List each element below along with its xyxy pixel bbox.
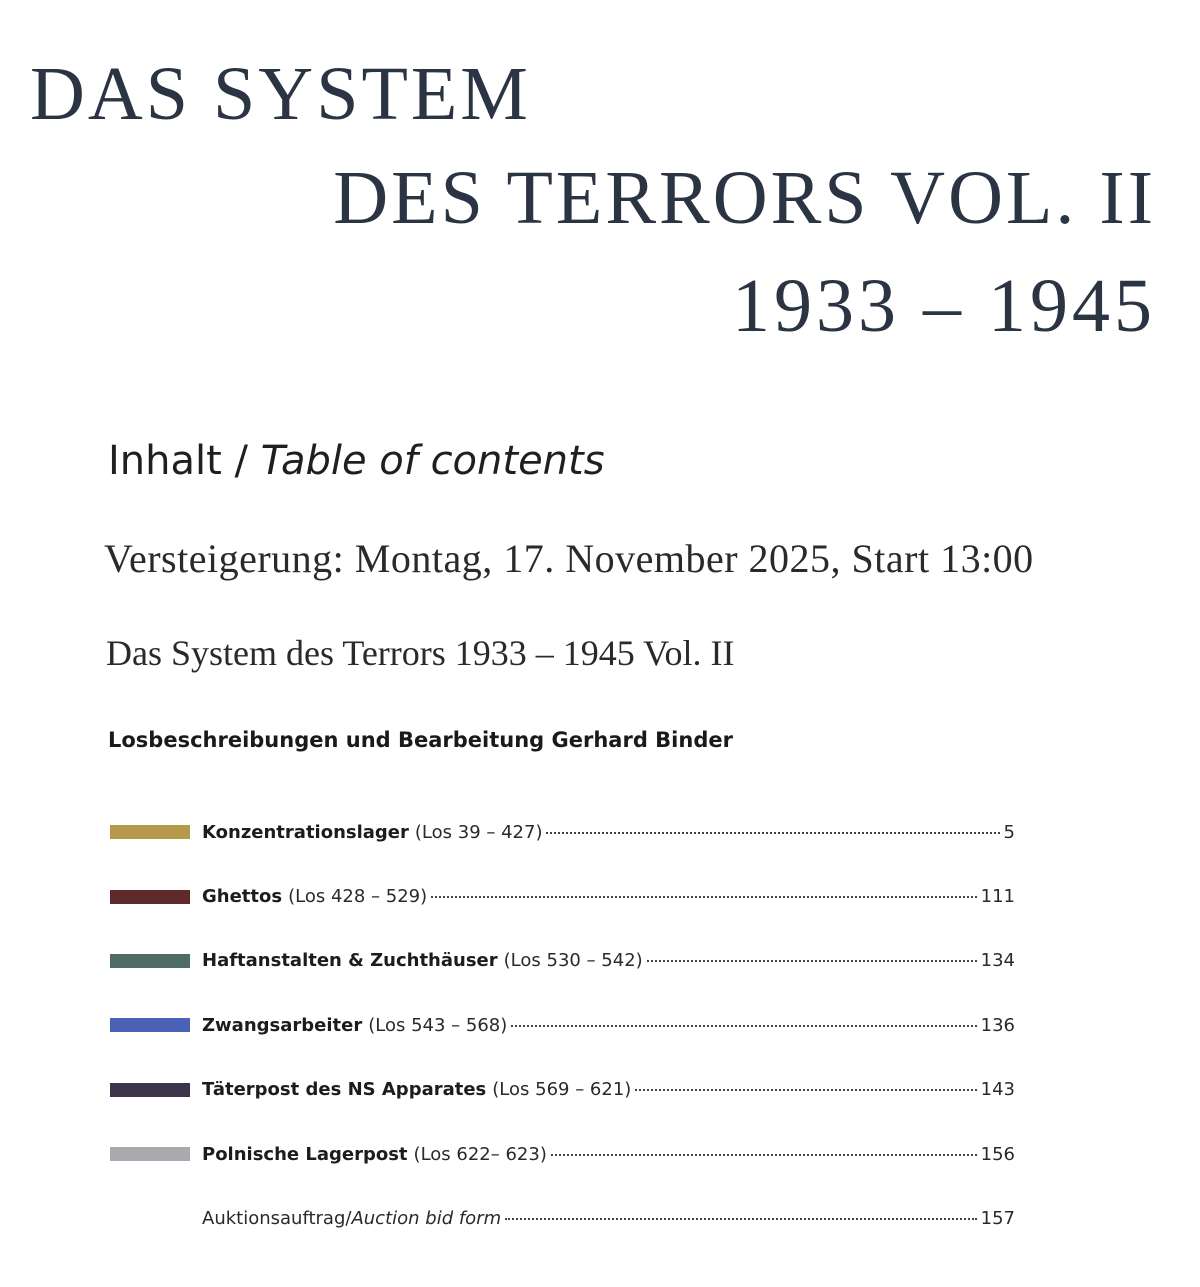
toc-entry-page: 5 [1003,821,1015,843]
title-line-2: DES TERRORS VOL. II [333,156,1156,240]
toc-list [110,800,1015,1251]
toc-entry [202,1144,1015,1165]
auction-date: Versteigerung: Montag, 17. November 2025, Start 13:00 [104,536,1034,581]
toc-entry-range: (Los 39 – 427) [414,821,543,843]
dot-leader [647,960,977,962]
title-line-1: DAS SYSTEM [30,52,531,136]
bid-form-label: Auktionsauftrag/ [202,1208,352,1230]
toc-entry [202,1079,1015,1100]
dot-leader [431,896,977,898]
toc-row-konzentrationslager[interactable] [110,800,1015,864]
toc-row-taeterpost[interactable] [110,1058,1015,1122]
toc-entry-page: 136 [980,1014,1015,1036]
toc-entry-range: (Los 569 – 621) [492,1079,632,1101]
toc-entry-page: 143 [980,1079,1015,1101]
bid-form-label-italic: Auction bid form [351,1208,502,1230]
toc-entry-name: Täterpost des NS Apparates [202,1079,487,1101]
dot-leader [505,1218,977,1220]
dot-leader [511,1025,976,1027]
toc-entry-page: 156 [980,1143,1015,1165]
title-line-3: 1933 – 1945 [732,264,1156,348]
toc-entry-name: Konzentrationslager [202,821,409,843]
color-swatch [110,1147,190,1161]
credits-line: Losbeschreibungen und Bearbeitung Gerhard Binder [108,728,733,752]
color-swatch [110,954,190,968]
toc-entry-name: Ghettos [202,886,283,908]
toc-entry-name: Polnische Lagerpost [202,1143,408,1165]
dot-leader [551,1154,977,1156]
toc-entry-range: (Los 530 – 542) [503,950,643,972]
toc-heading [108,438,605,484]
toc-heading-italic: Table of contents [260,438,605,484]
toc-row-haftanstalten[interactable] [110,929,1015,993]
color-swatch [110,1083,190,1097]
toc-entry-name: Zwangsarbeiter [202,1014,363,1036]
toc-row-ghettos[interactable] [110,864,1015,928]
toc-entry [202,1208,1015,1229]
toc-entry [202,886,1015,907]
toc-entry-page: 134 [980,950,1015,972]
color-swatch [110,825,190,839]
dot-leader [546,832,999,834]
dot-leader [635,1089,976,1091]
color-swatch [110,890,190,904]
toc-entry-page: 157 [980,1208,1015,1230]
toc-entry-range: (Los 622– 623) [413,1143,547,1165]
toc-entry [202,822,1015,843]
toc-entry [202,1015,1015,1036]
toc-entry-range: (Los 543 – 568) [368,1014,508,1036]
color-swatch [110,1018,190,1032]
toc-entry-name: Haftanstalten & Zuchthäuser [202,950,498,972]
toc-heading-regular: Inhalt / [108,438,261,484]
toc-row-bid-form[interactable] [110,1186,1015,1250]
toc-row-polnische-lagerpost[interactable] [110,1122,1015,1186]
toc-entry-page: 111 [980,886,1015,908]
toc-entry-range: (Los 428 – 529) [288,886,428,908]
toc-entry [202,950,1015,971]
catalog-subtitle: Das System des Terrors 1933 – 1945 Vol. II [106,633,735,673]
toc-row-zwangsarbeiter[interactable] [110,993,1015,1057]
